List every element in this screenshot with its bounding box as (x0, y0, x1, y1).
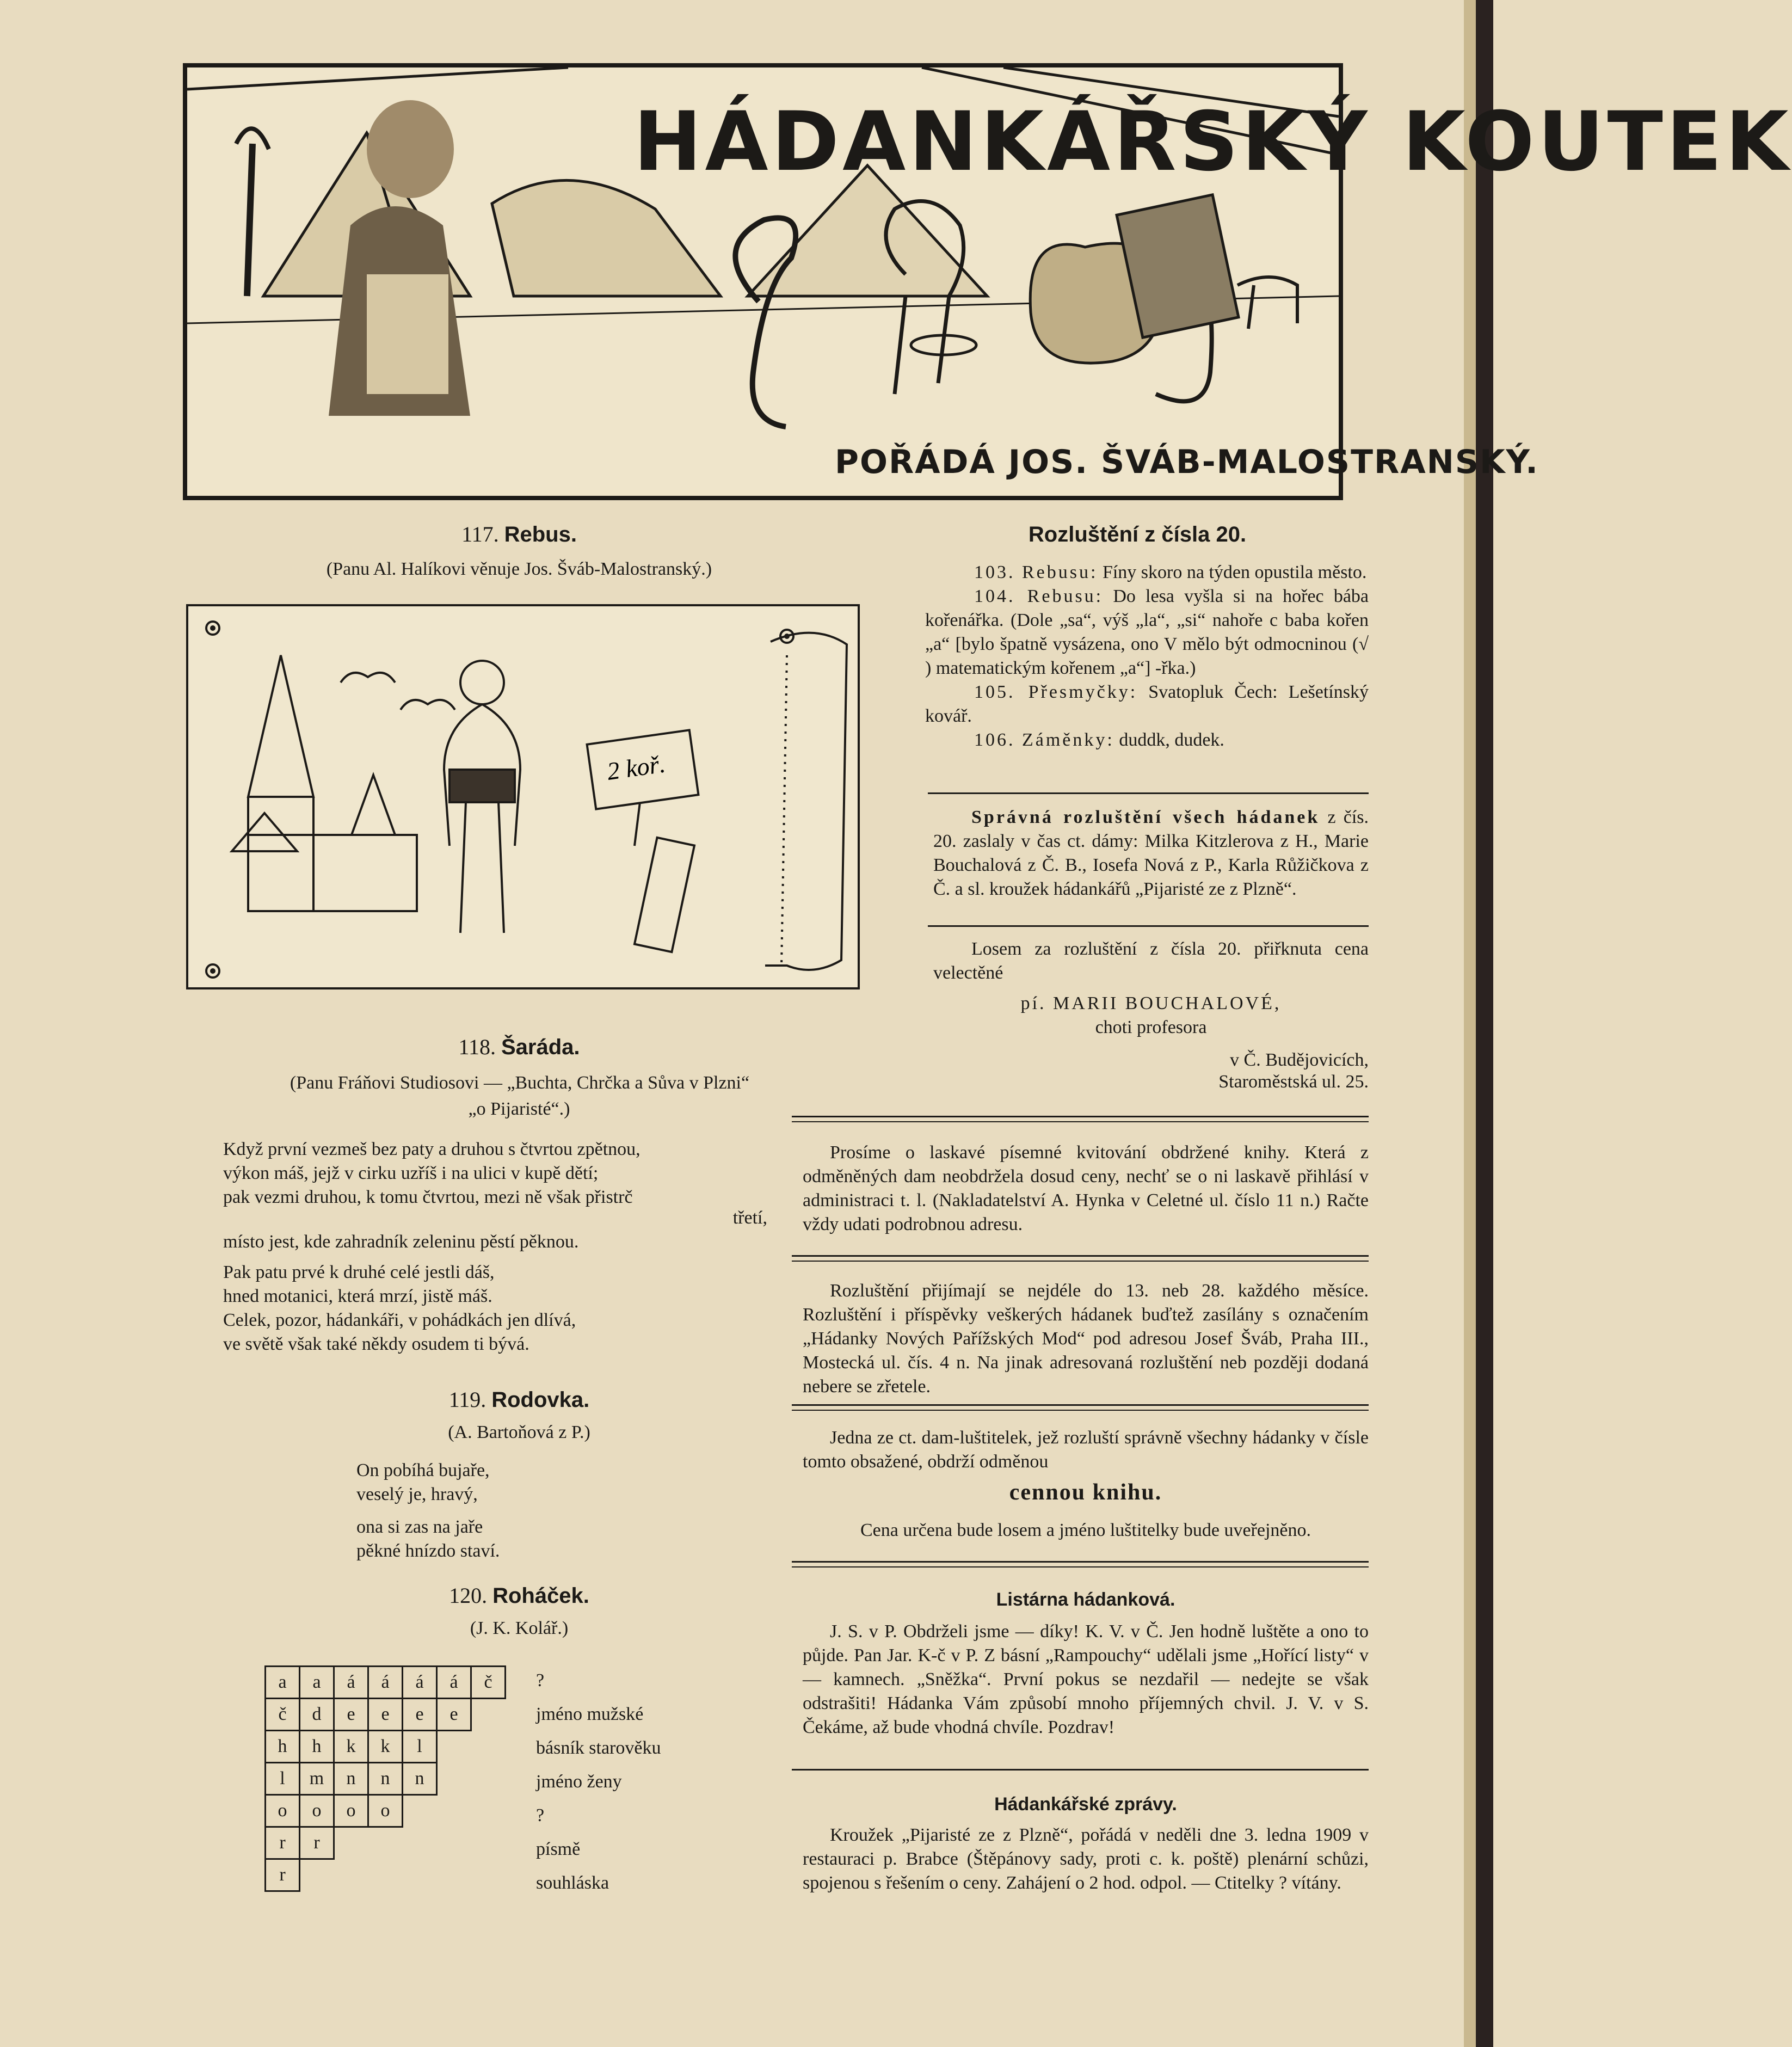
prize-footer: Cena určena bude losem a jméno luštitelky bude uveřejněno. (860, 1520, 1311, 1540)
divider (792, 1404, 1369, 1411)
grid-cell: l (403, 1731, 437, 1763)
grid-row (266, 1859, 506, 1891)
solution-label: 104. Rebusu: (974, 586, 1104, 606)
grid-cell: č (471, 1667, 506, 1699)
divider (792, 1255, 1369, 1262)
lottery-text: Losem za rozluštění z čísla 20. přiřknuta cena velectěné (933, 939, 1369, 983)
solution-text: Do lesa vyšla si na hořec bába kořenářka. (Dole „sa“, výš „la“, „si“ nahoře c baba kořen „a“ [bylo špatně vysázena, ono V mělo být odmocninou (√ ) matematickým kořenem „a“] -řka.) (925, 586, 1369, 678)
sarada-118-number: 118. (458, 1035, 496, 1059)
lottery-street: Staroměstská ul. 25. (1218, 1072, 1369, 1092)
grid-cell: n (334, 1763, 368, 1795)
notice-prize: Jedna ze ct. dam-luštitelek, jež rozluští správně všechny hádanky v čísle tomto obsažené, obdrží odměnou (803, 1428, 1369, 1472)
notice-addresses: Rozluštění přijímají se nejdéle do 13. neb 28. každého měsíce. Rozluštění i příspěvky veškerých hádanek buďtež zasílány s označením „Hádanky Nových Pařížských Mod“ pod adresou Josef Šváb, Praha III., Mostecká ul. čís. 4 n. Na jinak adresovaná rozluštění neb později dodaná nebere se zřetele. (803, 1281, 1369, 1397)
grid-cell: k (334, 1731, 368, 1763)
poem-line: ona si zas na jaře (356, 1517, 483, 1537)
grid-cell: o (266, 1795, 300, 1827)
poem-line: výkon máš, jejž v cirku uzříš i na ulici v kupě dětí; (223, 1163, 599, 1183)
grid-cell: k (368, 1731, 403, 1763)
poem-line: ve světě však také někdy osudem ti bývá. (223, 1334, 529, 1354)
page-edge (1476, 0, 1493, 2047)
rodovka-119-title: Rodovka. (491, 1388, 590, 1412)
grid-row (266, 1667, 506, 1699)
lottery-winner: pí. MARII BOUCHALOVÉ, (1020, 993, 1282, 1013)
rohacek-120-number: 120. (449, 1583, 488, 1608)
rohacek-grid (264, 1665, 506, 1892)
listarna-text: J. S. v P. Obdrželi jsme — díky! K. V. v Č. Jen hodně luštěte a ono to půjde. Pan Jar. K-č v P. Z básní „Rampouchy“ udělali jsme „Hořící listy“ v — kamnech. „Sněžka“. První pokus se nezdařil — nedejte se však odstrašiti! Hádanka Vám způsobí mnoho příjemných chvil. J. V. v S. Čekáme, až bude vhodná chvíle. Pozdrav! (803, 1621, 1369, 1737)
solutions-heading-text: Rozluštění z čísla 20. (1028, 522, 1247, 546)
sarada-118-title: Šaráda. (501, 1035, 580, 1059)
prize-title: cennou knihu. (1009, 1480, 1162, 1505)
grid-cell: á (403, 1667, 437, 1699)
grid-cell: r (266, 1827, 300, 1859)
grid-clue: ? (536, 1670, 545, 1691)
grid-row (266, 1795, 506, 1827)
grid-cell: r (266, 1859, 300, 1891)
grid-cell: e (403, 1699, 437, 1731)
grid-clue: básník starověku (536, 1738, 661, 1758)
grid-clue: souhláska (536, 1873, 609, 1893)
grid-cell: l (266, 1763, 300, 1795)
grid-cell: o (368, 1795, 403, 1827)
grid-clue: ? (536, 1805, 545, 1825)
rebus-117-image (186, 604, 860, 989)
lottery-city: v Č. Budějovicích, (1230, 1050, 1369, 1070)
grid-clue: písmě (536, 1839, 581, 1859)
solution-text: duddk, dudek. (1119, 730, 1224, 750)
poem-line: Když první vezmeš bez paty a druhou s čtvrtou zpětnou, (223, 1139, 641, 1159)
rebus-117-title: Rebus. (504, 522, 577, 546)
grid-cell: h (266, 1731, 300, 1763)
rodovka-119-author: (A. Bartoňová z P.) (448, 1422, 590, 1442)
rebus-117-heading (183, 521, 855, 547)
grid-clue: jméno ženy (536, 1772, 622, 1792)
grid-cell: o (334, 1795, 368, 1827)
grid-cell: č (266, 1699, 300, 1731)
solution-text: Svatopluk Čech: Lešetínský kovář. (925, 682, 1369, 726)
sarada-118-heading (183, 1034, 855, 1060)
grid-cell: a (300, 1667, 334, 1699)
header-banner (183, 63, 1792, 500)
divider (792, 1769, 1369, 1771)
zpravy-text: Kroužek „Pijaristé ze z Plzně“, pořádá v neděli dne 3. ledna 1909 v restauraci p. Brabce (Štěpánovy sady, proti c. k. poště) plenární schůzi, spojenou s řešením o ceny. Zahájení o 2 hod. odpol. — Ctitelky ? vítány. (803, 1825, 1369, 1893)
poem-line: On pobíhá bujaře, (356, 1460, 490, 1480)
grid-cell: á (368, 1667, 403, 1699)
solutions-list (925, 561, 1369, 752)
poem-line: Celek, pozor, hádankáři, v pohádkách jen dlívá, (223, 1310, 576, 1330)
rodovka-119-heading (183, 1387, 855, 1412)
grid-cell: a (266, 1667, 300, 1699)
correct-solvers (933, 806, 1369, 901)
banner-credit: POŘÁDÁ JOS. ŠVÁB-MALOSTRANSKÝ. (835, 443, 1539, 481)
solution-item (925, 728, 1369, 752)
rodovka-119-poem (356, 1459, 629, 1563)
banner-title: HÁDANKÁŘSKÝ KOUTEK (633, 95, 1792, 189)
divider (792, 1561, 1369, 1567)
rodovka-119-number: 119. (448, 1387, 487, 1412)
rebus-117-number: 117. (461, 522, 499, 546)
grid-clue: jméno mužské (536, 1704, 644, 1724)
grid-cell: n (368, 1763, 403, 1795)
solution-label: 103. Rebusu: (974, 562, 1098, 582)
correct-text: z čís. 20. zaslaly v čas ct. dámy: Milka Kitzlerova z H., Marie Bouchalová z Č. B., Iosefa Nová z P., Karla Růžičkova z Č. a sl. kroužek hádankářů „Pijaristé ze z Plzně“. (933, 807, 1369, 899)
grid-cell: e (368, 1699, 403, 1731)
poem-line: veselý je, hravý, (356, 1484, 478, 1504)
divider (928, 792, 1369, 794)
page-gutter (1464, 0, 1476, 2047)
sarada-118-dedication-1: (Panu Fráňovi Studiosovi — „Buchta, Chrčka a Sůva v Plzni“ (290, 1073, 750, 1093)
poem-line: pak vezmi druhou, k tomu čtvrtou, mezi ně však přistrč (223, 1187, 633, 1207)
poem-line: třetí, (732, 1208, 767, 1228)
divider (792, 1116, 1369, 1122)
solution-item (925, 680, 1369, 728)
lottery-role: choti profesora (1095, 1017, 1207, 1037)
correct-lead: Správná rozluštění všech hádanek (971, 807, 1320, 827)
grid-row (266, 1763, 506, 1795)
grid-cell: r (300, 1827, 334, 1859)
grid-row (266, 1699, 506, 1731)
notice-books: Prosíme o laskavé písemné kvitování obdržené knihy. Která z odměněných dam neobdržela dosud ceny, nechť se o ni laskavě přihlásí v administraci t. l. (Nakladatelství A. Hynka v Celetné ul. číslo 11 n.) Račte vždy udati podrobnou adresu. (803, 1142, 1369, 1234)
zpravy-heading: Hádankářské zprávy. (994, 1794, 1177, 1815)
divider (928, 925, 1369, 927)
solution-label: 106. Záměnky: (974, 730, 1114, 750)
rohacek-clues (536, 1669, 765, 1905)
rohacek-120-heading (183, 1583, 855, 1608)
grid-cell: m (300, 1763, 334, 1795)
grid-cell: d (300, 1699, 334, 1731)
grid-cell: á (437, 1667, 471, 1699)
solution-text: Fíny skoro na týden opustila město. (1102, 562, 1367, 582)
grid-cell: h (300, 1731, 334, 1763)
grid-cell: á (334, 1667, 368, 1699)
rebus-drawing (188, 606, 858, 987)
poem-line: Pak patu prvé k druhé celé jestli dáš, (223, 1262, 495, 1282)
poem-line: hned motanici, která mrzí, jistě máš. (223, 1286, 492, 1306)
rebus-117-dedication: (Panu Al. Halíkovi věnuje Jos. Šváb-Malostranský.) (326, 559, 712, 579)
listarna-heading: Listárna hádanková. (996, 1589, 1175, 1610)
rohacek-120-title: Roháček. (492, 1584, 589, 1608)
grid-cell: o (300, 1795, 334, 1827)
grid-cell: e (334, 1699, 368, 1731)
solution-label: 105. Přesmyčky: (974, 682, 1138, 702)
solution-item (925, 561, 1369, 585)
grid-cell: n (403, 1763, 437, 1795)
sarada-118-poem (223, 1138, 767, 1356)
solutions-heading (925, 521, 1350, 547)
poem-line: místo jest, kde zahradník zeleninu pěstí pěknou. (223, 1232, 579, 1252)
poem-line: pěkné hnízdo staví. (356, 1541, 500, 1561)
rohacek-120-author: (J. K. Kolář.) (470, 1618, 569, 1638)
rebus-sign-text: 2 koř. (605, 749, 667, 785)
grid-row (266, 1731, 506, 1763)
grid-cell: e (437, 1699, 471, 1731)
solution-item (925, 585, 1369, 680)
grid-row (266, 1827, 506, 1859)
sarada-118-dedication-2: „o Pijaristé“.) (468, 1099, 570, 1119)
